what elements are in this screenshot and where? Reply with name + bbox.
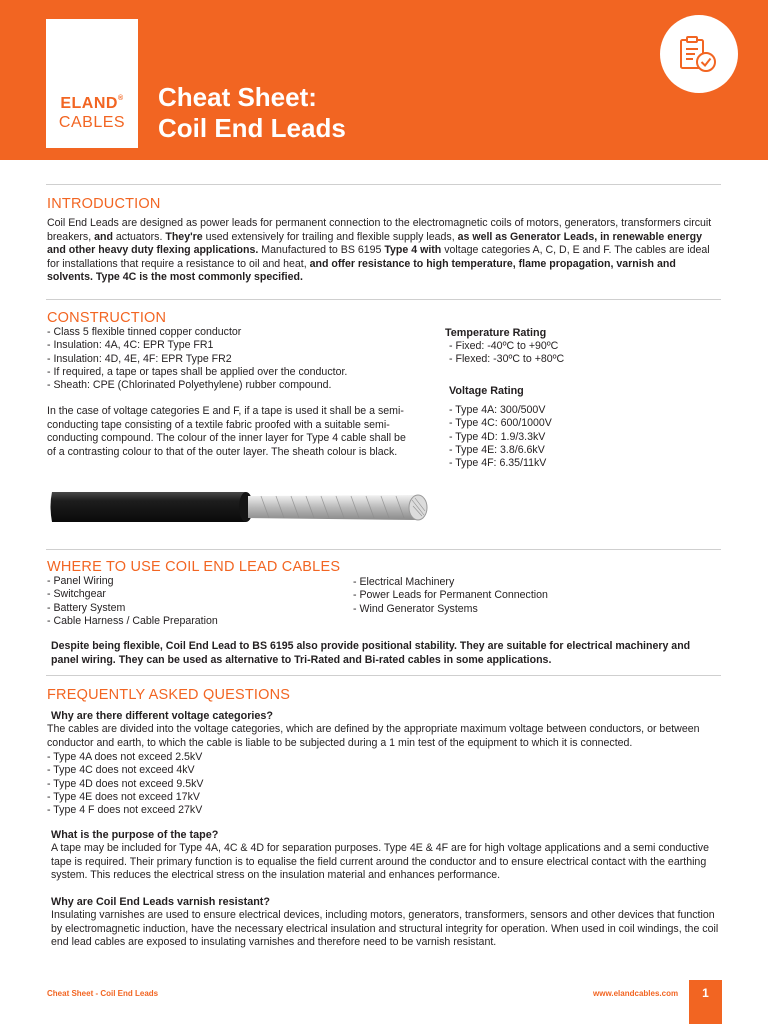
intro-text-run: and offer resistance to high temperature, flame propagation, varnish and solvents. Type 4C is the most commonly specified. [47, 257, 676, 283]
faq-voltage-item: - Type 4 F does not exceed 27kV [47, 804, 203, 817]
cable-image [46, 478, 432, 534]
construction-paragraph: In the case of voltage categories E and F, if a tape is used it shall be a semi-conducting tape consisting of a textile fabric proofed with a suitable semi-conducting compound. The colour of the inner layer for Type 4 cable shall be of a contrasting colour to that of the outer layer. The sheath colour is black. [47, 405, 406, 458]
faq-question-2: What is the purpose of the tape? [51, 829, 219, 841]
title-line2: Coil End Leads [158, 113, 346, 143]
intro-text-run: Type 4 with [384, 244, 442, 256]
use-item: - Panel Wiring [47, 575, 114, 587]
page-header [0, 0, 768, 160]
temperature-rating-heading: Temperature Rating [445, 327, 547, 339]
intro-heading: INTRODUCTION [47, 196, 161, 212]
title-line1: Cheat Sheet: [158, 82, 317, 112]
divider [46, 299, 721, 300]
logo-registered-mark: ® [117, 95, 124, 102]
footer-website-link[interactable]: www.elandcables.com [593, 989, 679, 998]
where-left-list [47, 575, 347, 628]
voltage-item: - Type 4C: 600/1000V [449, 417, 552, 430]
where-heading: WHERE TO USE COIL END LEAD CABLES [47, 559, 341, 575]
voltage-item: - Type 4A: 300/500V [449, 404, 546, 416]
intro-text-run: They're [165, 230, 203, 243]
logo-line2: CABLES [58, 114, 126, 131]
faq-voltage-item: - Type 4C does not exceed 4kV [47, 764, 195, 777]
intro-text-run: used extensively for trailing and flexible supply leads, [202, 230, 458, 243]
faq-voltage-item: - Type 4E does not exceed 17kV [47, 790, 200, 803]
use-item: - Electrical Machinery [353, 576, 455, 588]
voltage-item: - Type 4F: 6.35/11kV [449, 457, 547, 470]
use-item: - Battery System [47, 601, 126, 614]
temperature-item: - Fixed: -40ºC to +90ºC [449, 340, 559, 352]
faq-voltage-list [47, 751, 347, 817]
divider [46, 549, 721, 550]
use-item: - Switchgear [47, 588, 106, 601]
temperature-item: - Flexed: -30ºC to +80ºC [449, 353, 565, 366]
checklist-badge [660, 15, 738, 93]
voltage-item: - Type 4D: 1.9/3.3kV [449, 430, 546, 443]
faq-question-3: Why are Coil End Leads varnish resistant? [51, 896, 270, 908]
intro-text-run: actuators. [112, 230, 166, 243]
faq-answer-2: A tape may be included for Type 4A, 4C & 4D for separation purposes. Type 4E & 4F are for high voltage applications and a semi conductive tape is required. Their primary function is to equalise the field current around the conductor and to ensure electrical contact with the earthing system. This reduces the electrical stress on the insulation material and enhances performance. [51, 842, 709, 881]
use-item: - Wind Generator Systems [353, 602, 478, 615]
faq-voltage-item: - Type 4A does not exceed 2.5kV [47, 751, 203, 763]
faq-voltage-item: - Type 4D does not exceed 9.5kV [47, 777, 204, 790]
page-number: 1 [689, 980, 722, 1024]
faq-heading: FREQUENTLY ASKED QUESTIONS [47, 687, 291, 703]
page-title [158, 82, 346, 144]
intro-text-run: voltage categories A, C, D, E and F. The cables are ideal for installations that require a resistance to oil and heat, [47, 244, 710, 270]
construction-item: - Class 5 flexible tinned copper conductor [47, 326, 242, 338]
construction-item: - Insulation: 4A, 4C: EPR Type FR1 [47, 339, 214, 352]
footer-title: Cheat Sheet - Coil End Leads [47, 989, 159, 998]
logo-line1: ELAND [60, 95, 118, 112]
construction-item: - Insulation: 4D, 4E, 4F: EPR Type FR2 [47, 352, 232, 365]
construction-item: - Sheath: CPE (Chlorinated Polyethylene) rubber compound. [47, 379, 332, 392]
where-right-list [353, 576, 713, 616]
intro-text-run: Manufactured to BS 6195 [258, 244, 385, 256]
divider [46, 675, 721, 676]
construction-list [47, 326, 417, 392]
eland-cables-logo [46, 19, 138, 148]
faq-answer-3: Insulating varnishes are used to ensure electrical devices, including motors, generators, transformers, sensors and other devices that function by electromagnetic induction, have the necessary electrical insulation and structural integrity for operation. When used in coil windings, the coil end lead cables are exposed to insulating varnishes and therefore need to be varnish resistant. [51, 909, 719, 948]
temperature-rating-list [449, 340, 709, 367]
faq-answer-1: The cables are divided into the voltage categories, which are defined by the appropriate maximum voltage between conductors, or between conductor and earth, to which the cable is liable to be subjected during a 1 min test of the equipment to which it is connected. [47, 723, 700, 749]
construction-item: - If required, a tape or tapes shall be applied over the conductor. [47, 365, 348, 378]
use-item: - Cable Harness / Cable Preparation [47, 614, 218, 627]
where-paragraph: Despite being flexible, Coil End Lead to BS 6195 also provide positional stability. They are suitable for electrical machinery and panel wiring. They can be used as alternative to Tri-Rated and Bi-rated cables in some applications. [51, 640, 691, 666]
voltage-item: - Type 4E: 3.8/6.6kV [449, 443, 545, 456]
divider [46, 184, 721, 185]
voltage-rating-list [449, 404, 709, 470]
checklist-document-icon [679, 36, 719, 74]
intro-text-run: Coil End Leads [47, 217, 119, 229]
use-item: - Power Leads for Permanent Connection [353, 589, 548, 602]
intro-text-run: and [94, 230, 113, 243]
construction-heading: CONSTRUCTION [47, 310, 167, 326]
intro-text-run: are designed as power leads for permanent connection to the electromagnetic coils of motors, generators, transformers circuit breakers, [47, 217, 712, 243]
voltage-rating-heading: Voltage Rating [449, 385, 524, 397]
faq-question-1: Why are there different voltage categories? [51, 710, 273, 722]
intro-paragraph [47, 217, 722, 285]
intro-text-run: as well as Generator Leads, in renewable energy and other heavy duty flexing applications. [47, 230, 702, 256]
